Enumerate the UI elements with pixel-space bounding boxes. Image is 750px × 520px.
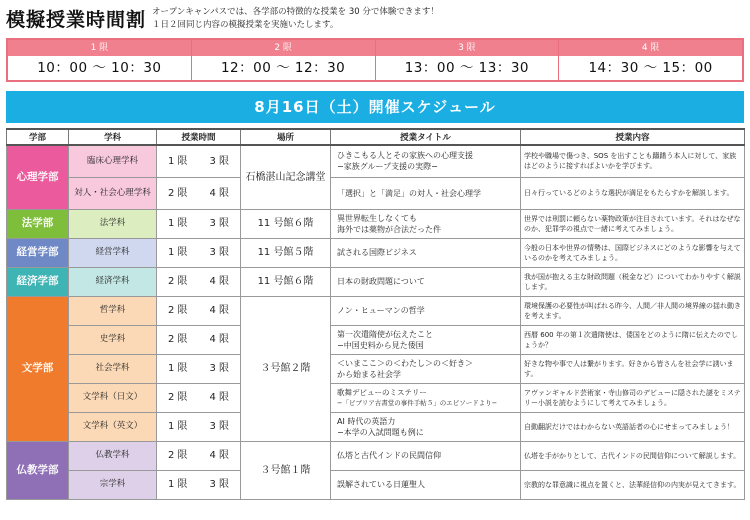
department-cell: 文学科（日文） (69, 383, 157, 412)
title-cell (331, 354, 521, 383)
first-period-cell: 1 限 (157, 470, 199, 499)
title-cell (331, 238, 521, 267)
content-cell: 環境保護の必要性が叫ばれる昨今、人間／非人間の境界線の揺れ動きを考えます。 (521, 296, 745, 325)
title-cell (331, 145, 521, 177)
second-period-cell: 3 限 (199, 354, 241, 383)
faculty-cell: 経済学部 (7, 267, 69, 296)
title-line: 歌舞デビューのミステリー (337, 387, 427, 397)
content-cell: 学校や職場で傷つき、SOS を出すことも躊躇う本人に対して、家族はどのように接すればよいかを学びます。 (521, 145, 745, 177)
faculty-cell: 文学部 (7, 296, 69, 441)
table-row (7, 145, 745, 177)
period-1 (8, 40, 192, 80)
second-period-cell: 3 限 (199, 238, 241, 267)
second-period-cell: 4 限 (199, 177, 241, 209)
title-cell (331, 441, 521, 470)
intro-text (152, 6, 439, 32)
header-content: 授業内容 (521, 129, 745, 145)
period-2 (192, 40, 376, 80)
intro-line-1: オープンキャンパスでは、各学部の特徴的な授業を 30 分で体験できます！ (152, 7, 439, 17)
period-4-time: 14：30 〜 15：00 (588, 60, 713, 76)
schedule-table (6, 128, 745, 500)
content-cell: 自動翻訳だけではわからない英語話者の心にせまってみましょう！ (521, 412, 745, 441)
department-cell: 経済学科 (69, 267, 157, 296)
table-row (7, 177, 745, 209)
title-cell (331, 267, 521, 296)
department-cell: 対人・社会心理学科 (69, 177, 157, 209)
schedule-banner: 8月16日（土）開催スケジュール (6, 91, 744, 123)
title-cell (331, 177, 521, 209)
period-1-name: 1 限 (8, 40, 191, 56)
department-cell: 臨床心理学科 (69, 145, 157, 177)
first-period-cell: 1 限 (157, 412, 199, 441)
period-2-name: 2 限 (192, 40, 375, 56)
period-schedule (6, 38, 744, 82)
title-line: 誤解されている日蓮聖人 (337, 480, 426, 489)
department-cell: 哲学科 (69, 296, 157, 325)
second-period-cell: 3 限 (199, 209, 241, 238)
header-place: 場所 (241, 129, 331, 145)
first-period-cell: 2 限 (157, 177, 199, 209)
title-line: 第一次遣隋使が伝えたこと (337, 329, 434, 339)
title-line: 異世界転生しなくても (337, 213, 418, 223)
title-line: −家族グループ支援の実際− (337, 162, 438, 172)
content-cell: 仏塔を手がかりとして、古代インドの民間信仰について解説します。 (521, 441, 745, 470)
title-cell (331, 412, 521, 441)
department-cell: 経営学科 (69, 238, 157, 267)
faculty-cell: 仏教学部 (7, 441, 69, 499)
table-row (7, 296, 745, 325)
content-cell: 今般の日本や世界の情勢は、国際ビジネスにどのような影響を与えているのかを考えてみましょう。 (521, 238, 745, 267)
table-row (7, 354, 745, 383)
table-row (7, 412, 745, 441)
department-cell: 文学科（英文） (69, 412, 157, 441)
title-line: 日本の財政問題について (337, 277, 425, 286)
title-line: 試される国際ビジネス (337, 248, 417, 257)
table-row (7, 470, 745, 499)
first-period-cell: 1 限 (157, 238, 199, 267)
period-4-name: 4 限 (559, 40, 742, 56)
faculty-cell: 心理学部 (7, 145, 69, 209)
faculty-cell: 法学部 (7, 209, 69, 238)
table-row (7, 267, 745, 296)
title-line: −中国史料から見た倭国 (337, 340, 424, 350)
first-period-cell: 1 限 (157, 145, 199, 177)
department-cell: 社会学科 (69, 354, 157, 383)
table-row (7, 441, 745, 470)
place-cell: 11 号館６階 (241, 267, 331, 296)
title-line: AI 時代の英語力 (337, 416, 396, 426)
title-cell (331, 383, 521, 412)
title-line: ＜いまここ＞の＜わたし＞の＜好き＞ (337, 358, 474, 368)
content-cell: 好きな物や事で人は繋がります。好きから皆さんを社会学に誘います。 (521, 354, 745, 383)
department-cell: 法学科 (69, 209, 157, 238)
faculty-cell: 経営学部 (7, 238, 69, 267)
period-3 (376, 40, 560, 80)
second-period-cell: 4 限 (199, 441, 241, 470)
title-line: 海外では薬物が合法だった件 (337, 224, 442, 234)
first-period-cell: 1 限 (157, 354, 199, 383)
second-period-cell: 4 限 (199, 296, 241, 325)
second-period-cell: 4 限 (199, 267, 241, 296)
header-department: 学科 (69, 129, 157, 145)
title-cell (331, 296, 521, 325)
title-line: ひきこもる人とその家族への心理支援 (337, 151, 474, 161)
title-line: 「選択」と「満足」の対人・社会心理学 (337, 188, 482, 198)
period-3-name: 3 限 (376, 40, 559, 56)
title-cell (331, 209, 521, 238)
content-cell: 世界では刑罰に頼らない薬物政策が注目されています。それはなぜなのか、犯罪学の視点で一緒に考えてみましょう。 (521, 209, 745, 238)
period-4 (559, 40, 742, 80)
place-cell: ３号館１階 (241, 441, 331, 499)
department-cell: 宗学科 (69, 470, 157, 499)
header-faculty: 学部 (7, 129, 69, 145)
content-cell: 日々行っているどのような選択が満足をもたらすかを解説します。 (521, 177, 745, 209)
content-cell: アヴァンギャルド芸術家・寺山修司のデビューに隠された謎をミステリー小説を読むようにして考えてみましょう。 (521, 383, 745, 412)
place-cell: 石橋湛山記念講堂 (241, 145, 331, 209)
first-period-cell: 1 限 (157, 209, 199, 238)
second-period-cell: 3 限 (199, 145, 241, 177)
content-cell: 宗教的な罪意識に視点を置くと、法華経信仰の内実が見えてきます。 (521, 470, 745, 499)
page-title: 模擬授業時間割 (6, 9, 147, 31)
table-row (7, 238, 745, 267)
title-line: 仏塔と古代インドの民間信仰 (337, 451, 442, 460)
header-time: 授業時間 (157, 129, 241, 145)
table-row (7, 325, 745, 354)
first-period-cell: 2 限 (157, 441, 199, 470)
table-row (7, 209, 745, 238)
title-line: −本学の入試問題も例に (337, 427, 424, 437)
title-cell (331, 470, 521, 499)
second-period-cell: 4 限 (199, 383, 241, 412)
period-3-time: 13：00 〜 13：30 (404, 60, 530, 76)
department-cell: 史学科 (69, 325, 157, 354)
first-period-cell: 2 限 (157, 325, 199, 354)
table-row (7, 383, 745, 412)
first-period-cell: 2 限 (157, 383, 199, 412)
first-period-cell: 2 限 (157, 296, 199, 325)
place-cell: 11 号館６階 (241, 209, 331, 238)
title-line: ノン・ヒューマンの哲学 (337, 306, 425, 315)
table-header-row (7, 129, 745, 145)
second-period-cell: 3 限 (199, 470, 241, 499)
period-2-time: 12：00 〜 12：30 (220, 60, 346, 76)
title-cell (331, 325, 521, 354)
intro-line-2: １日２回同じ内容の模擬授業を実施いたします。 (152, 20, 339, 30)
content-cell: 西暦 600 年の第１次遣隋使は、倭国をどのように隋に伝えたのでしょうか？ (521, 325, 745, 354)
period-1-time: 10：00 〜 10：30 (37, 60, 162, 76)
department-cell: 仏教学科 (69, 441, 157, 470)
first-period-cell: 2 限 (157, 267, 199, 296)
second-period-cell: 3 限 (199, 412, 241, 441)
place-cell: ３号館２階 (241, 296, 331, 441)
content-cell: 我が国が抱える主な財政問題（税金など）についてわかりやすく解説します。 (521, 267, 745, 296)
title-line: から始まる社会学 (337, 369, 402, 379)
title-line: −「ビブリア古書堂の事件手帖５」のエピソードより− (337, 398, 498, 407)
place-cell: 11 号館５階 (241, 238, 331, 267)
header-title: 授業タイトル (331, 129, 521, 145)
second-period-cell: 4 限 (199, 325, 241, 354)
